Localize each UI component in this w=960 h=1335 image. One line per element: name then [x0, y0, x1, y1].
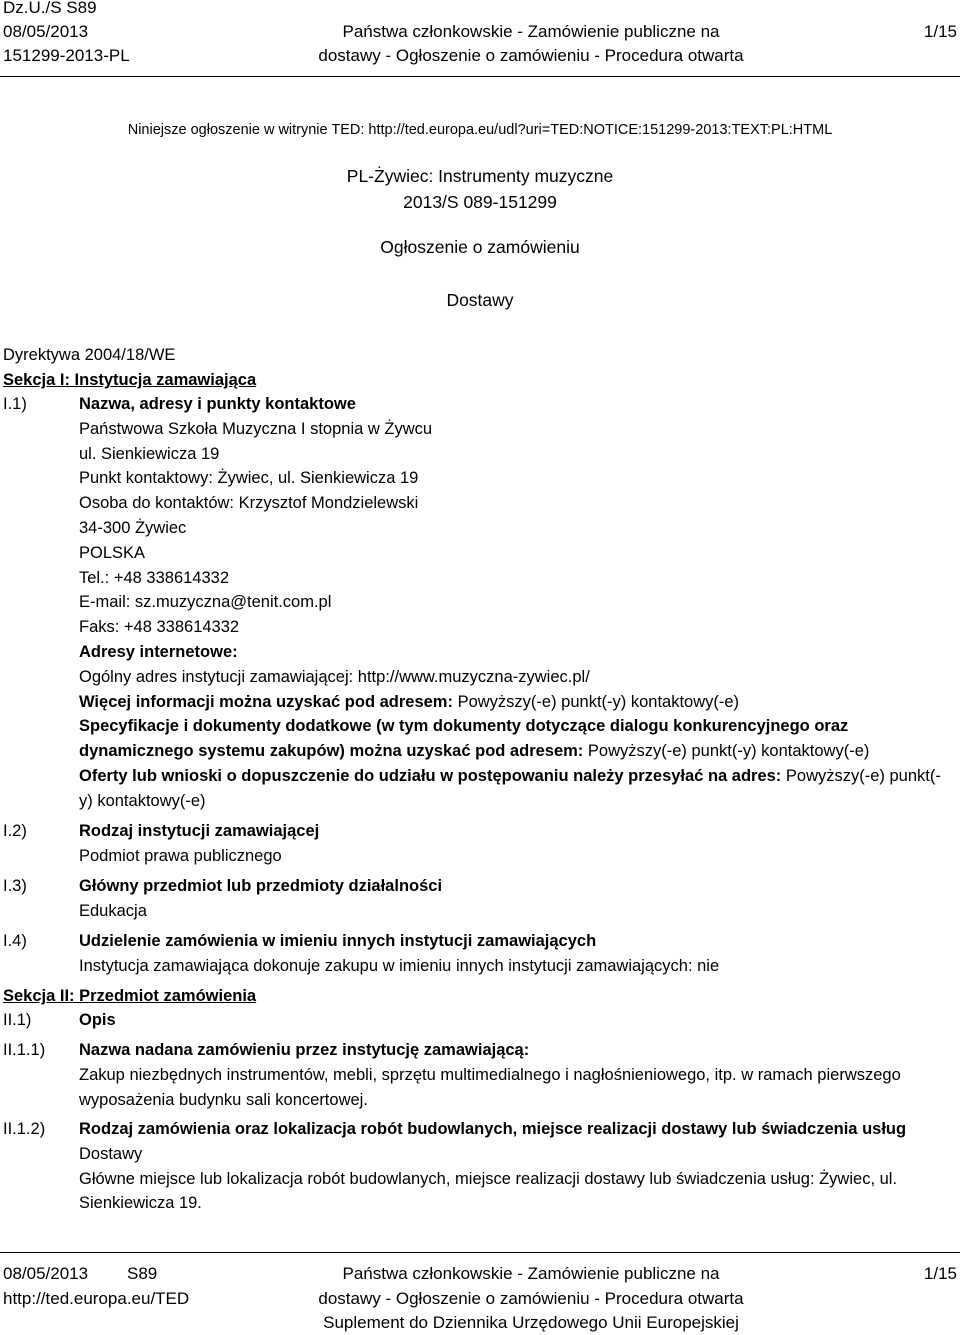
- i2-title: Rodzaj instytucji zamawiającej: [79, 822, 320, 840]
- header-divider: [0, 76, 960, 77]
- ii1-title: Opis: [79, 1011, 116, 1029]
- contact-line: POLSKA: [79, 543, 146, 562]
- spec-label: Specyfikacje i dokumenty dodatkowe (w tym dokumenty dotyczące dialogu konkurencyjnego oraz dynamicznego systemu zakupów) można uzyskać pod adresem:: [79, 717, 849, 761]
- i3-number: I.3): [3, 877, 27, 895]
- ii1-number: II.1): [3, 1011, 32, 1029]
- contact-line: Państwowa Szkoła Muzyczna I stopnia w Żywcu: [79, 419, 433, 438]
- notice-title: PL-Żywiec: Instrumenty muzyczne: [346, 166, 614, 186]
- ii11-title: Nazwa nadana zamówieniu przez instytucję zamawiającą:: [79, 1041, 530, 1059]
- contact-line: Osoba do kontaktów: Krzysztof Mondzielewski: [79, 494, 419, 513]
- header-journal-ref: Dz.U./S S89: [3, 0, 97, 17]
- footer-center-line2: dostawy - Ogłoszenie o zamówieniu - Procedura otwarta: [318, 1289, 744, 1308]
- more-info-value: Powyższy(-e) punkt(-y) kontaktowy(-e): [452, 692, 740, 711]
- ii11-value: Zakup niezbędnych instrumentów, mebli, sprzętu multimedialnego i nagłośnieniowego, itp. w ramach pierwszego wyposażenia budynku sali koncertowej.: [79, 1065, 901, 1109]
- offers-label: Oferty lub wnioski o dopuszczenie do udziału w postępowaniu należy przesyłać na adres:: [79, 766, 782, 785]
- ii12-value-type: Dostawy: [79, 1144, 143, 1163]
- spec-value: Powyższy(-e) punkt(-y) kontaktowy(-e): [583, 742, 870, 761]
- header-page-number: 1/15: [923, 22, 957, 41]
- directive: Dyrektywa 2004/18/WE: [3, 346, 176, 364]
- contact-line: ul. Sienkiewicza 19: [79, 444, 220, 463]
- footer-center-line3: Suplement do Dziennika Urzędowego Unii Europejskiej: [323, 1313, 739, 1332]
- i1-title: Nazwa, adresy i punkty kontaktowe: [79, 395, 356, 413]
- contact-line: 34-300 Żywiec: [79, 518, 187, 537]
- ii12-value-location: Główne miejsce lub lokalizacja robót budowlanych, miejsce realizacji dostawy lub świadczenia usług: Żywiec, ul. Sienkiewicza 19.: [79, 1169, 898, 1213]
- email-label: E-mail:: [79, 593, 135, 612]
- ii12-title: Rodzaj zamówienia oraz lokalizacja robót budowlanych, miejsce realizacji dostawy lub świadczenia usług: [79, 1120, 907, 1138]
- notice-number: 2013/S 089-151299: [403, 192, 557, 212]
- ii12-number: II.1.2): [3, 1120, 46, 1138]
- ted-notice-link[interactable]: Niniejsze ogłoszenie w witrynie TED: http://ted.europa.eu/udl?uri=TED:NOTICE:151299-2013:TEXT:PL:HTML: [127, 122, 833, 138]
- contact-line: Tel.: +48 338614332: [79, 568, 230, 587]
- ii11-block: [79, 1038, 954, 1112]
- i4-number: I.4): [3, 932, 27, 950]
- footer-center-line1: Państwa członkowskie - Zamówienie publiczne na: [342, 1264, 720, 1283]
- email-row: [79, 590, 954, 615]
- web-link[interactable]: http://www.muzyczna-zywiec.pl/: [357, 667, 590, 686]
- ii1-block: [79, 1008, 954, 1033]
- contact-line: Punkt kontaktowy: Żywiec, ul. Sienkiewicza 19: [79, 469, 419, 488]
- section-1-heading: Sekcja I: Instytucja zamawiająca: [3, 371, 257, 389]
- fax-line: Faks: +48 338614332: [79, 618, 240, 637]
- more-info-row: [79, 690, 954, 715]
- i4-title: Udzielenie zamówienia w imieniu innych instytucji zamawiających: [79, 932, 597, 950]
- i1-block: [79, 392, 954, 814]
- section-2-heading: Sekcja II: Przedmiot zamówienia: [3, 987, 257, 1005]
- header-center-line2: dostawy - Ogłoszenie o zamówieniu - Procedura otwarta: [318, 46, 744, 65]
- i3-value: Edukacja: [79, 901, 147, 920]
- more-info-label: Więcej informacji można uzyskać pod adresem:: [79, 692, 453, 711]
- header-center-line1: Państwa członkowskie - Zamówienie publiczne na: [342, 22, 720, 41]
- ii12-block: [79, 1117, 954, 1216]
- web-heading: Adresy internetowe:: [79, 642, 238, 661]
- offers-value: Powyższy(-e) punkt(-y) kontaktowy(-e): [79, 766, 941, 810]
- email-link[interactable]: sz.muzyczna@tenit.com.pl: [134, 593, 332, 612]
- footer-date: 08/05/2013: [3, 1264, 89, 1283]
- i2-value: Podmiot prawa publicznego: [79, 846, 282, 865]
- footer-ted-link[interactable]: http://ted.europa.eu/TED: [3, 1289, 190, 1308]
- web-row: [79, 665, 954, 690]
- i4-block: [79, 929, 954, 979]
- spec-row: [79, 714, 954, 764]
- ii11-number: II.1.1): [3, 1041, 46, 1059]
- i1-number: I.1): [3, 395, 27, 413]
- i4-value: Instytucja zamawiająca dokonuje zakupu w imieniu innych instytucji zamawiających: nie: [79, 956, 720, 975]
- i2-block: [79, 819, 954, 869]
- i3-block: [79, 874, 954, 924]
- footer-series: S89: [127, 1264, 158, 1283]
- notice-type: Ogłoszenie o zamówieniu: [380, 237, 580, 257]
- i2-number: I.2): [3, 822, 27, 840]
- header-notice-id: 151299-2013-PL: [3, 46, 130, 65]
- footer-divider: [0, 1252, 960, 1253]
- header-date: 08/05/2013: [3, 22, 89, 41]
- contract-type: Dostawy: [446, 290, 514, 310]
- footer-page-number: 1/15: [923, 1264, 957, 1283]
- i3-title: Główny przedmiot lub przedmioty działalności: [79, 877, 443, 895]
- offers-row: [79, 764, 954, 814]
- web-label: Ogólny adres instytucji zamawiającej:: [79, 667, 358, 686]
